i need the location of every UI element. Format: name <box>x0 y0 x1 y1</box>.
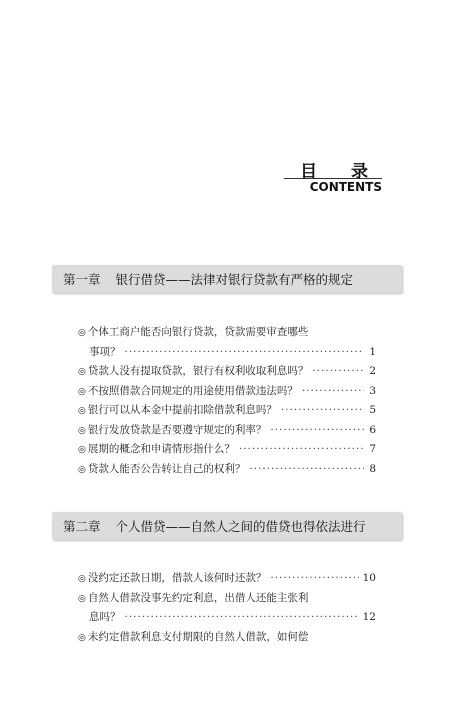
chapter-title: 银行借贷——法律对银行贷款有严格的规定 <box>115 272 354 287</box>
dot-leader <box>302 382 364 402</box>
chapter-number: 第一章 <box>63 272 101 287</box>
chapter-2-items <box>78 569 376 647</box>
chapter-1-header[interactable] <box>52 265 402 293</box>
toc-entry[interactable] <box>78 323 376 343</box>
page-number: 1 <box>369 345 376 358</box>
dot-leader <box>270 569 358 589</box>
dot-leader <box>281 401 364 421</box>
page-number: 3 <box>369 384 376 397</box>
toc-title: 目 录 <box>300 162 382 182</box>
bullet-icon: ◎ <box>78 593 86 604</box>
entry-text: 息吗？ <box>89 611 121 623</box>
page-number: 12 <box>362 611 376 623</box>
dot-leader <box>270 421 364 441</box>
bullet-icon: ◎ <box>78 367 86 377</box>
toc-entry[interactable] <box>78 401 376 421</box>
toc-entry[interactable] <box>78 382 376 402</box>
toc-entry[interactable] <box>78 362 376 382</box>
entry-text: 银行发放贷款是否要遵守规定的利率？ <box>87 423 267 436</box>
toc-entry[interactable] <box>78 343 376 363</box>
dot-leader <box>312 362 364 382</box>
entry-text: 事项？ <box>89 345 121 358</box>
bullet-icon: ◎ <box>78 464 86 475</box>
entry-text: 自然人借款没事先约定利息，出借人还能主张利 <box>87 591 309 604</box>
entry-text: 个体工商户能否向银行贷款，贷款需要审查哪些 <box>87 326 309 338</box>
chapter-2-header[interactable] <box>52 512 402 540</box>
dot-leader <box>239 440 364 460</box>
page-number: 7 <box>369 443 376 455</box>
page-number: 2 <box>369 365 376 377</box>
dot-leader <box>125 343 365 363</box>
chapter-title: 个人借贷——自然人之间的借贷也得依法进行 <box>115 519 366 534</box>
bullet-icon: ◎ <box>78 632 86 643</box>
page-number: 5 <box>369 404 376 416</box>
toc-entry[interactable] <box>78 608 376 628</box>
toc-entry[interactable] <box>78 628 376 648</box>
toc-entry[interactable] <box>78 589 376 609</box>
chapter-1-items <box>78 323 376 479</box>
bullet-icon: ◎ <box>78 328 86 338</box>
entry-text: 没约定还款日期，借款人该何时还款？ <box>87 572 267 584</box>
toc-entry[interactable] <box>78 421 376 441</box>
bullet-icon: ◎ <box>78 425 86 436</box>
chapter-number: 第二章 <box>63 519 101 534</box>
page-number: 8 <box>369 462 376 475</box>
toc-entry[interactable] <box>78 440 376 460</box>
title-divider <box>284 178 382 179</box>
bullet-icon: ◎ <box>78 445 86 455</box>
entry-text: 不按照借款合同规定的用途使用借款违法吗？ <box>87 384 298 397</box>
bullet-icon: ◎ <box>78 574 86 584</box>
entry-text: 未约定借款利息支付期限的自然人借款，如何偿 <box>87 630 309 643</box>
dot-leader <box>249 460 364 480</box>
toc-subtitle: CONTENTS <box>309 180 382 194</box>
page-number: 10 <box>362 572 376 584</box>
bullet-icon: ◎ <box>78 406 86 416</box>
bullet-icon: ◎ <box>78 386 86 397</box>
toc-entry[interactable] <box>78 460 376 480</box>
toc-entry[interactable] <box>78 569 376 589</box>
entry-text: 展期的概念和申请情形指什么？ <box>87 443 235 455</box>
entry-text: 贷款人能否公告转让自己的权利？ <box>87 462 246 475</box>
entry-text: 贷款人没有提取贷款，银行有权利收取利息吗？ <box>87 365 309 377</box>
dot-leader <box>125 608 359 628</box>
page-number: 6 <box>369 423 376 436</box>
entry-text: 银行可以从本金中提前扣除借款利息吗？ <box>87 404 277 416</box>
